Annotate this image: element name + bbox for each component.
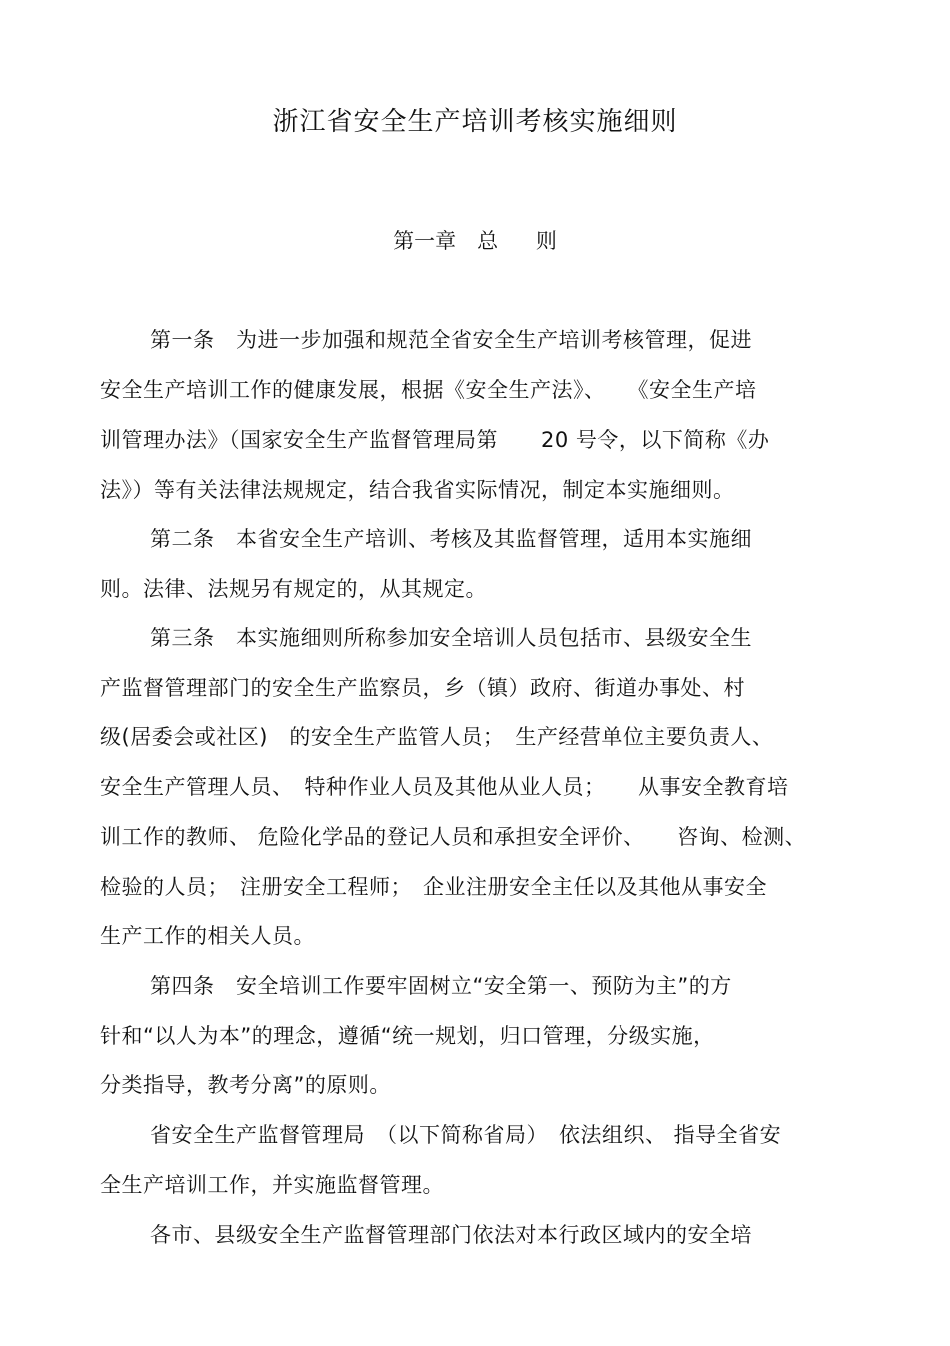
paragraph-line: 针和“以人为本”的理念，遵循“统一规划，归口管理，分级实施， (100, 1024, 715, 1048)
paragraph-line: 省安全生产监督管理局 （以下简称省局） 依法组织、 指导全省安 (150, 1123, 782, 1147)
paragraph-line: 产监督管理部门的安全生产监察员，乡（镇）政府、街道办事处、村 (100, 676, 745, 700)
paragraph-line: 各市、县级安全生产监督管理部门依法对本行政区域内的安全培 (150, 1223, 752, 1247)
paragraph-line: 训工作的教师、 危险化学品的登记人员和承担安全评价、 咨询、检测、 (100, 825, 807, 849)
paragraph-line: 训管理办法》（国家安全生产监督管理局第 20 号令，以下简称《办 (100, 428, 770, 452)
paragraph-line: 检验的人员； 注册安全工程师； 企业注册安全主任以及其他从事安全 (100, 875, 767, 899)
paragraph-line: 级(居委会或社区) 的安全生产监管人员； 生产经营单位主要负责人、 (100, 725, 774, 749)
paragraph-line: 分类指导，教考分离”的原则。 (100, 1073, 391, 1097)
paragraph-line: 安全生产管理人员、 特种作业人员及其他从业人员； 从事安全教育培 (100, 775, 789, 799)
paragraph-line: 安全生产培训工作的健康发展，根据《安全生产法》、 《安全生产培 (100, 378, 757, 402)
document-title: 浙江省安全生产培训考核实施细则 (272, 107, 678, 137)
paragraph-line: 则。法律、法规另有规定的，从其规定。 (100, 577, 487, 601)
paragraph-line: 第四条 安全培训工作要牢固树立“安全第一、预防为主”的方 (150, 974, 732, 998)
paragraph-line: 第一条 为进一步加强和规范全省安全生产培训考核管理，促进 (150, 328, 752, 352)
paragraph-line: 生产工作的相关人员。 (100, 924, 315, 948)
chapter-heading: 第一章 总 则 (393, 229, 557, 253)
paragraph-line: 第三条 本实施细则所称参加安全培训人员包括市、县级安全生 (150, 626, 752, 650)
paragraph-line: 第二条 本省安全生产培训、考核及其监督管理，适用本实施细 (150, 527, 752, 551)
paragraph-line: 全生产培训工作，并实施监督管理。 (100, 1173, 444, 1197)
paragraph-line: 法》）等有关法律法规规定，结合我省实际情况，制定本实施细则。 (100, 478, 735, 502)
